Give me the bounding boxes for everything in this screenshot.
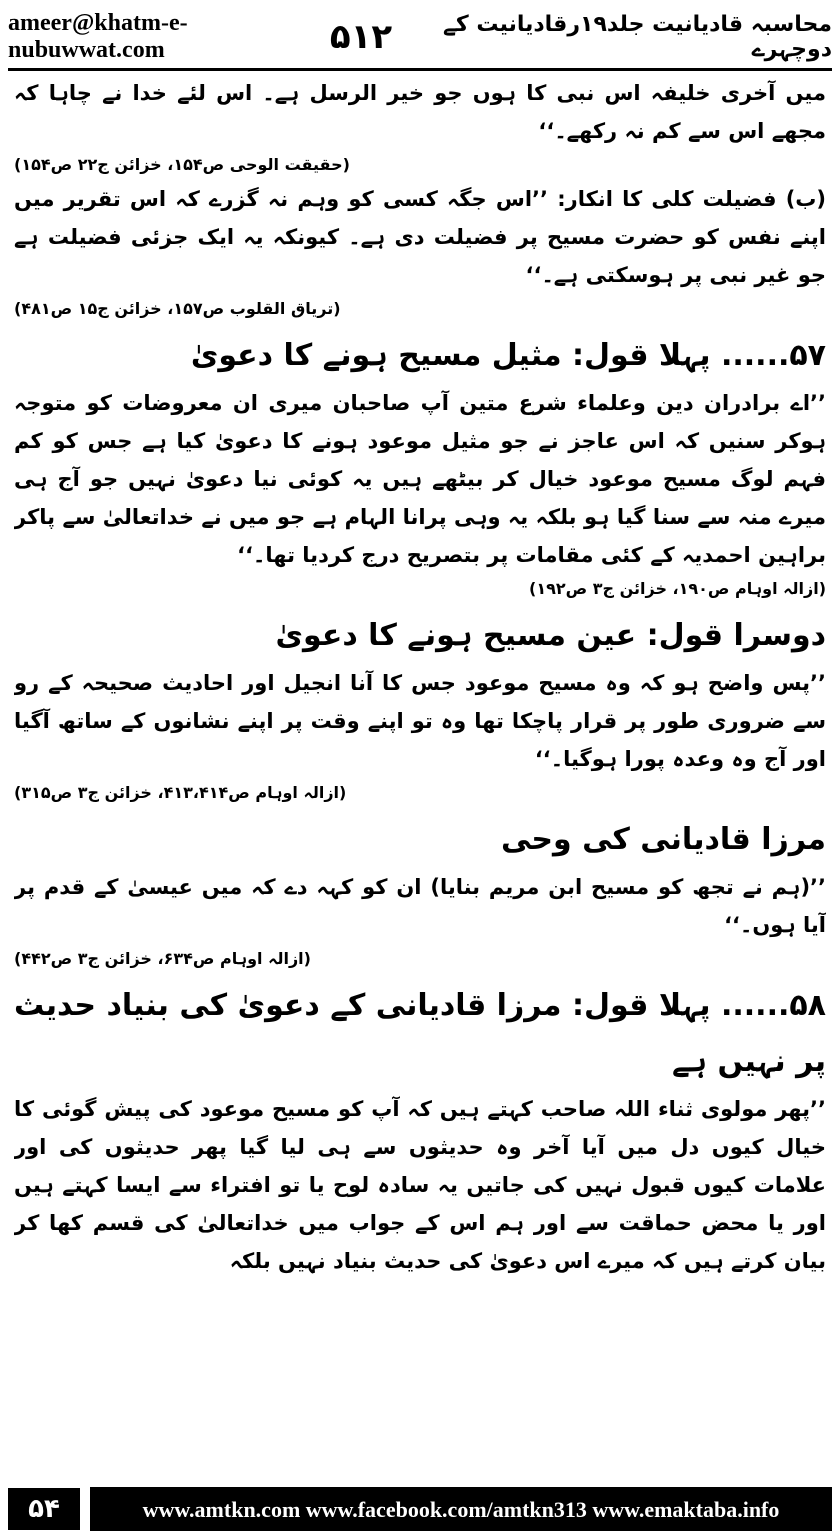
paragraph-5: ’’(ہم نے تجھ کو مسیح ابن مریم بنایا) ان کو کہہ دے کہ میں عیسیٰ کے قدم پر آیا ہوں۔‘‘	[14, 875, 826, 937]
section-heading-second-claim: دوسرا قول: عین مسیح ہونے کا دعویٰ	[275, 618, 826, 653]
footer-page-number: ۵۴	[8, 1488, 80, 1530]
reference-5: (ازالہ اوہام ص۶۳۴، خزائن ج۳ ص۴۴۲)	[14, 949, 311, 968]
reference-1: (حقیقت الوحی ص۱۵۴، خزائن ج۲۲ ص۱۵۴)	[14, 155, 350, 174]
page-header	[8, 6, 832, 71]
section-heading-revelation: مرزا قادیانی کی وحی	[501, 822, 826, 857]
paragraph-4: ’’پس واضح ہو کہ وہ مسیح موعود جس کا آنا انجیل اور احادیث صحیحہ کے رو سے ضروری طور پر قرار پاچکا تھا وہ تو اپنے وقت پر اپنے نشانوں کے ساتھ آگیا اور آج وہ وعدہ پورا ہوگیا۔‘‘	[14, 671, 826, 771]
page-body	[14, 74, 826, 1474]
header-page-number: ۵۱۲	[329, 17, 393, 57]
page-footer	[8, 1484, 832, 1534]
running-title: محاسبہ قادیانیت جلد۱۹رقادیانیت کے دوچہرے	[442, 12, 832, 62]
paragraph-2: (ب) فضیلت کلی کا انکار: ’’اس جگہ کسی کو وہم نہ گزرے کہ اس تقریر میں اپنے نفس کو حضرت مسیح پر فضیلت دی ہے۔ کیونکہ یہ ایک جزئی فضیلت ہے جو غیر نبی پر ہوسکتی ہے۔‘‘	[14, 187, 826, 287]
paragraph-3: ’’اے برادران دین وعلماء شرع متین آپ صاحبان میری ان معروضات کو متوجہ ہوکر سنیں کہ اس عاجز نے جو مثیل موعود ہونے کا دعویٰ کیا ہے جس کو کم فہم لوگ مسیح موعود خیال کر بیٹھے ہیں یہ کوئی نیا دعویٰ نہیں جو آج ہی میرے منہ سے سنا گیا ہو بلکہ یہ وہی پرانا الہام ہے جو میں نے خداتعالیٰ سے پاکر براہین احمدیہ کے کئی مقامات پر بتصریح درج کردیا تھا۔‘‘	[14, 391, 826, 567]
footer-links: www.amtkn.com www.facebook.com/amtkn313 www.emaktaba.info	[90, 1487, 832, 1531]
reference-2: (تریاق القلوب ص۱۵۷، خزائن ج۱۵ ص۴۸۱)	[14, 299, 341, 318]
reference-3: (ازالہ اوہام ص۱۹۰، خزائن ج۳ ص۱۹۲)	[529, 579, 826, 598]
section-heading-58: ۵۸...... پہلا قول: مرزا قادیانی کے دعویٰ کی بنیاد حدیث پر نہیں ہے	[14, 988, 826, 1079]
reference-4: (ازالہ اوہام ص۴۱۳،۴۱۴، خزائن ج۳ ص۳۱۵)	[14, 783, 347, 802]
header-email: ameer@khatm-e-nubuwwat.com	[8, 10, 188, 63]
paragraph-1: میں آخری خلیفہ اس نبی کا ہوں جو خیر الرسل ہے۔ اس لئے خدا نے چاہا کہ مجھے اس سے کم نہ رکھے۔‘‘	[14, 81, 826, 143]
section-heading-57: ۵۷...... پہلا قول: مثیل مسیح ہونے کا دعویٰ	[190, 338, 826, 373]
header-left	[8, 10, 392, 64]
paragraph-6: ’’پھر مولوی ثناء اللہ صاحب کہتے ہیں کہ آپ کو مسیح موعود کی پیش گوئی کا خیال کیوں دل میں آیا آخر وہ حدیثوں سے ہی لیا گیا پھر حدیثوں کی اور علامات کیوں قبول نہیں کی جاتیں یہ سادہ لوح یا تو افتراء سے ایسا کہتے ہیں اور یا محض حماقت سے اور ہم اس کے جواب میں خداتعالیٰ کی قسم کھا کر بیان کرتے ہیں کہ میرے اس دعویٰ کی حدیث بنیاد نہیں بلکہ	[14, 1097, 826, 1273]
